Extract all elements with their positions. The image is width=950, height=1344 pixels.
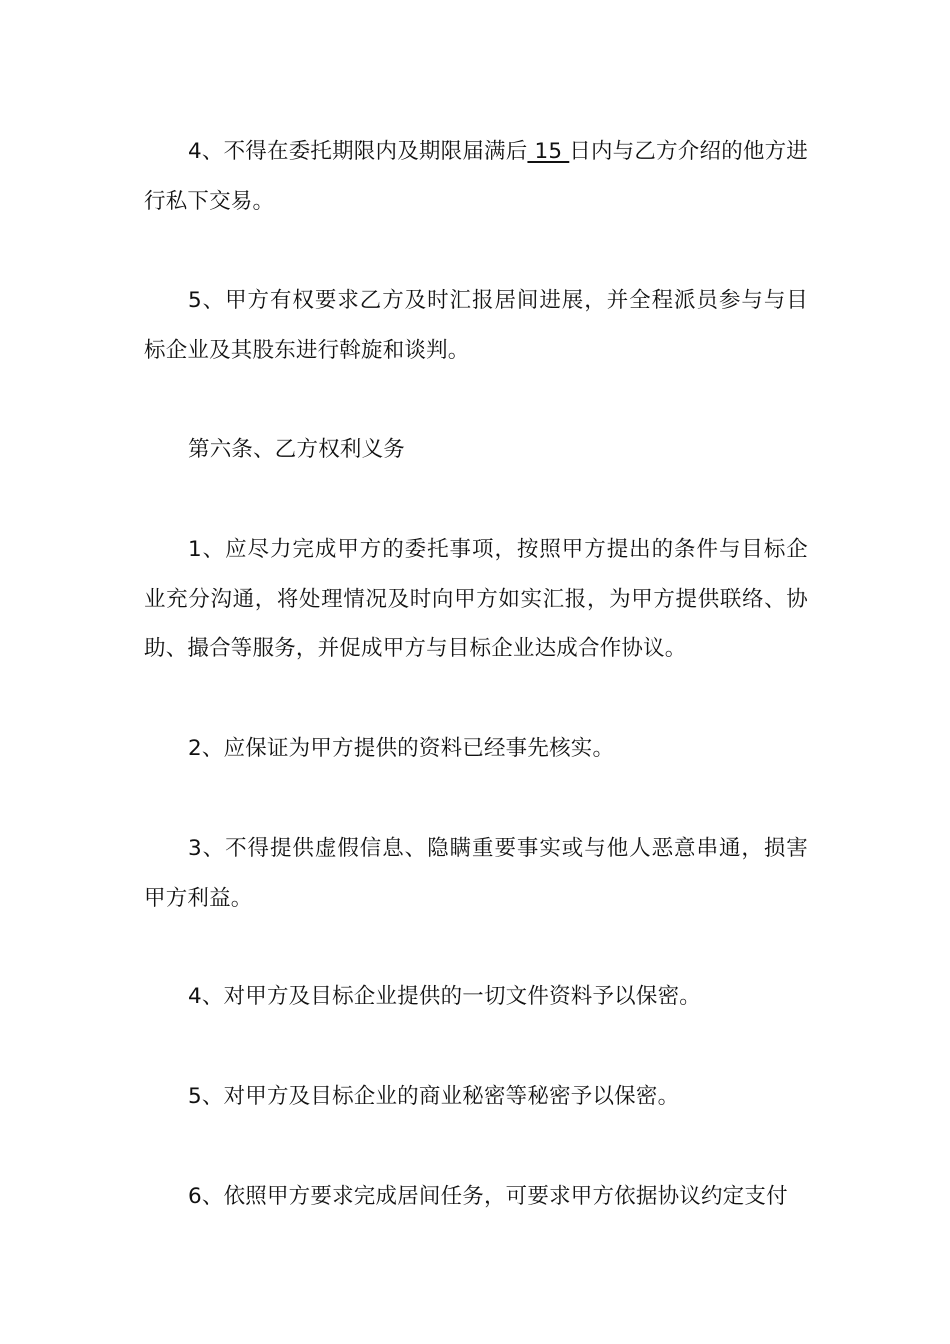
clause-6-2-paragraph: 2、应保证为甲方提供的资料已经事先核实。 (188, 736, 615, 761)
clause-5-4-paragraph (144, 127, 808, 226)
clause-6-6-paragraph: 6、依照甲方要求完成居间任务，可要求甲方依据协议约定支付 (188, 1184, 788, 1209)
clause-6-4-paragraph: 4、对甲方及目标企业提供的一切文件资料予以保密。 (188, 984, 701, 1009)
article-6-heading: 第六条、乙方权利义务 (188, 437, 406, 462)
clause-6-3-paragraph: 3、不得提供虚假信息、隐瞒重要事实或与他人恶意串通，损害甲方利益。 (144, 836, 808, 911)
clause-5-4-text-before: 4、不得在委托期限内及期限届满后 (188, 139, 528, 164)
clause-5-4-days-underlined: 15 (527, 139, 570, 164)
clause-5-5-paragraph: 5、甲方有权要求乙方及时汇报居间进展，并全程派员参与与目标企业及其股东进行斡旋和谈判。 (144, 288, 808, 363)
clause-6-5-paragraph: 5、对甲方及目标企业的商业秘密等秘密予以保密。 (188, 1084, 680, 1109)
clause-5-4-text-after: 日内与乙方介绍的他方进行私下交易。 (144, 139, 809, 214)
clause-6-1-paragraph: 1、应尽力完成甲方的委托事项，按照甲方提出的条件与目标企业充分沟通，将处理情况及时向甲方如实汇报，为甲方提供联络、协助、撮合等服务，并促成甲方与目标企业达成合作协议。 (144, 537, 808, 661)
